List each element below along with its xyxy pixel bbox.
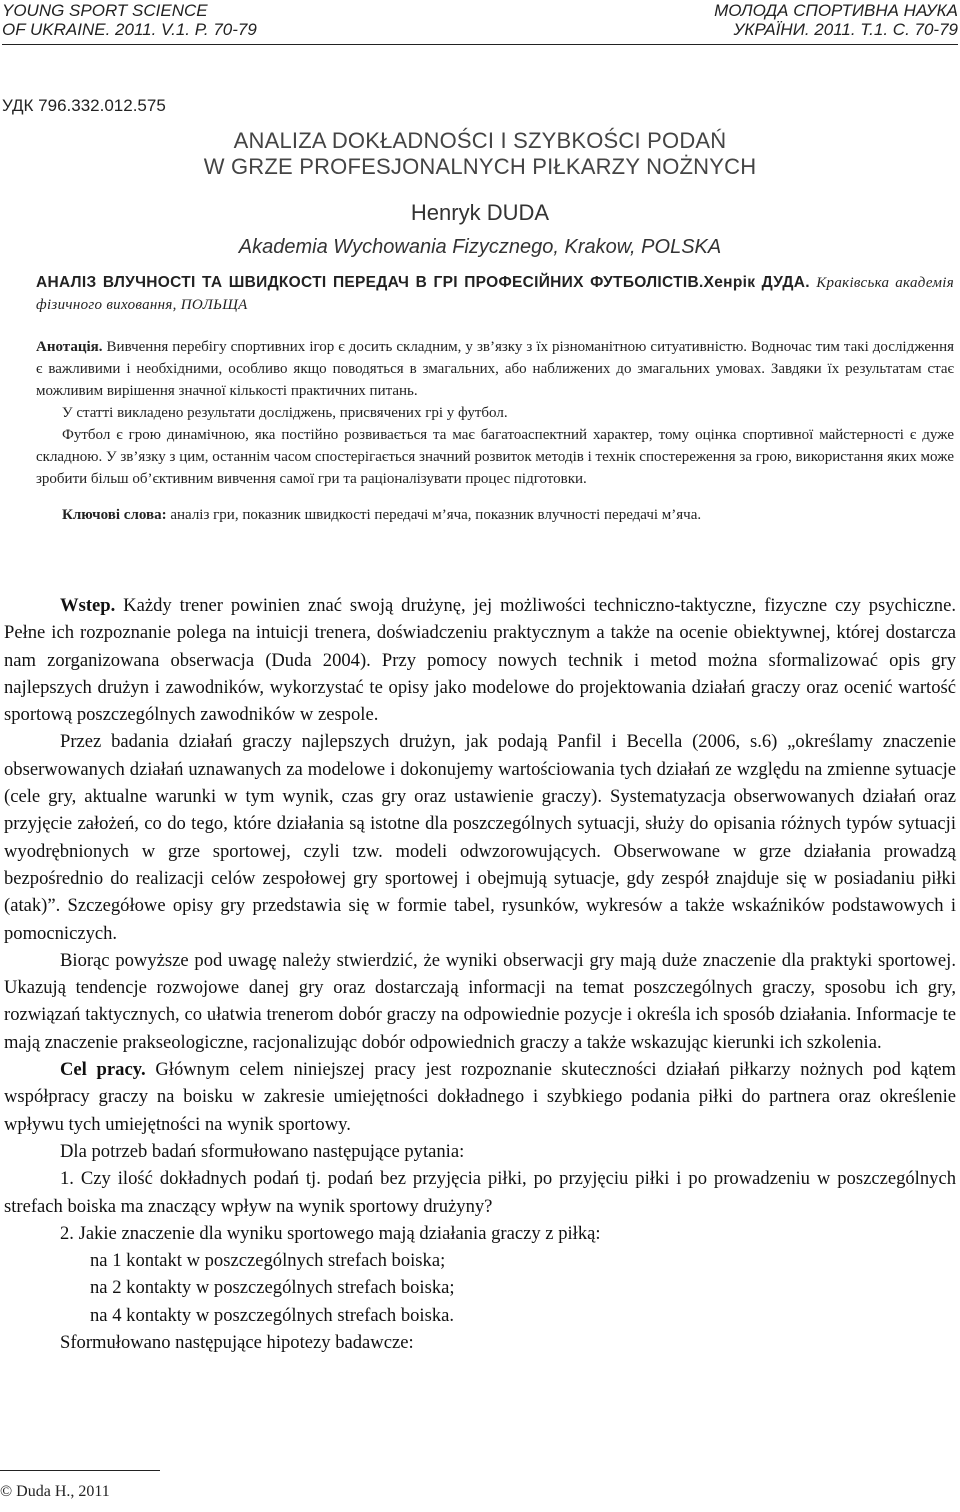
ua-paragraph-3: Футбол є грою динамічною, яка постійно розвивається та має багатоаспектний характер, тому оцінка спортивної майстерності є дуже складною. У зв’язку з цим, останнім часом спостерігається значний розвиток методів і технік спостереження за грою, використання яких може зробити більш об’єктивним вивчення самої гри та раціоналізувати процес підготовки.: [36, 427, 954, 487]
aim-paragraph: [4, 1056, 956, 1138]
main-text: [4, 592, 956, 1356]
ua-abstract-label: Анотація.: [36, 339, 103, 355]
institution: Akademia Wychowania Fizycznego, Krakow, POLSKA: [238, 236, 722, 258]
ua-keywords-text: аналіз гри, показник швидкості передачі м’яча, показник влучності передачі м’яча.: [170, 507, 702, 523]
title-line-2: W GRZE PROFESJONALNYCH PIŁKARZY NOŻNYCH: [203, 154, 757, 179]
ua-affiliation: Краківська академія фізичного виховання, ПОЛЬЩА: [36, 275, 955, 313]
intro-paragraph: [4, 592, 956, 728]
header-left: [2, 1, 257, 39]
aim-text: Głównym celem niniejszej pracy jest rozpoznanie skuteczności działań piłkarzy nożnych pod kątem współpracy graczy na boisku w zakresie umiejętności dokładnego i szybkiego podania piłki do partnera oraz określenie wpływu tych umiejętności na wynik sportowy.: [4, 1059, 957, 1135]
questions-intro: Dla potrzeb badań sformułowano następujące pytania:: [60, 1140, 465, 1162]
intro-label: Wstep.: [60, 595, 116, 616]
header-right-line-2: УКРАЇНИ. 2011. Т.1. С. 70-79: [733, 20, 958, 39]
question-2-item-2: na 2 kontakty w poszczególnych strefach boiska;: [90, 1277, 455, 1299]
body-paragraph-3: Biorąc powyższe pod uwagę należy stwierdzić, że wyniki obserwacji gry mają duże znaczenie dla praktyki sportowej. Ukazują tendencje rozwojowe danej gry oraz dostarczają informacji na temat poszczególnych graczy, sposobu ich gry, rozwiązań taktycznych, co ułatwia trenerom dobór graczy na odpowiednie pozycje i określa ich sposób działania. Informacje te mają znaczenie prakseologiczne, racjonalizując dobór odpowiednich graczy a także wskazując kierunki ich szkolenia.: [4, 949, 956, 1053]
ua-title-line: [36, 272, 954, 316]
question-1: 1. Czy ilość dokładnych podań tj. podań bez przyjęcia piłki, po przyjęciu piłki i po prowadzeniu w poszczególnych strefach boiska ma znaczący wpływ na wynik sportowy drużyny?: [4, 1168, 956, 1217]
question-2-item-3: na 4 kontakty w poszczególnych strefach boiska.: [90, 1304, 455, 1326]
title-line-1: ANALIZA DOKŁADNOŚCI I SZYBKOŚCI PODAŃ: [233, 128, 727, 153]
header-right-line-1: МОЛОДА СПОРТИВНА НАУКА: [714, 1, 958, 20]
copyright-footnote: © Duda H., 2011: [0, 1470, 160, 1501]
header-right: [714, 1, 958, 39]
ua-title: АНАЛІЗ ВЛУЧНОСТІ ТА ШВИДКОСТІ ПЕРЕДАЧ В ГРІ ПРОФЕСІЙНИХ ФУТБОЛІСТІВ.: [36, 274, 704, 291]
article-title: [0, 128, 960, 180]
question-2: 2. Jakie znaczenie dla wyniku sportowego mają działania graczy z piłką:: [60, 1222, 601, 1244]
ua-abstract: [36, 336, 954, 402]
hypotheses-intro: Sformułowano następujące hipotezy badawcze:: [60, 1332, 414, 1354]
udk-code: УДК 796.332.012.575: [2, 96, 166, 115]
question-2-item-1: na 1 kontakt w poszczególnych strefach boiska;: [90, 1250, 446, 1272]
ua-keywords: [36, 504, 954, 526]
header-left-line-1: YOUNG SPORT SCIENCE: [2, 1, 208, 20]
body-paragraph-2: Przez badania działań graczy najlepszych drużyn, jak podają Panfil i Becella (2006, s.6) „określamy znaczenie obserwowanych działań uznawanych za modelowe i dokonujemy wartościowania tych działań ze względu na zmienne sytuacje (cele gry, aktualne warunki w tym wynik, czas gry oraz ustawienie graczy). Systematyzacja obserwowanych działań oraz przyjęcie założeń, co do tego, które działania są istotne dla poszczególnych sytuacji, służy do opisania różnych typów sytuacji wyodrębnionych w grze sportowej, czyli tzw. modeli odwzorowujących. Obserwowane w grze działania prowadzą bezpośrednio do realizacji celów zespołowej gry sportowej i obejmują sytuacje, gdy zespół znajduje się w posiadaniu piłki (atak)”. Szczegółowe opisy gry przedstawia się w formie tabel, rysunków, wykresów a także wskaźników podstawowych i pomocniczych.: [4, 731, 956, 944]
aim-label: Cel pracy.: [60, 1059, 146, 1081]
running-header: [2, 0, 958, 45]
ukrainian-summary: [36, 272, 954, 526]
ua-keywords-label: Ключові слова:: [62, 507, 167, 523]
author-name: Henryk DUDA: [410, 200, 550, 225]
header-left-line-2: OF UKRAINE. 2011. V.1. P. 70-79: [2, 20, 257, 39]
intro-text: Każdy trener powinien znać swoją drużynę, jej możliwości techniczno-taktyczne, fizyczne czy psychiczne. Pełne ich rozpoznanie polega na intuicji trenera, doświadczeniu praktycznym a także na ocenie obiektywnej, której dostarcza nam zorganizowana obserwacja (Duda 2004). Przy pomocy nowych technik i metod można sformalizować opis gry najlepszych drużyn i zawodników, wykorzystać te opisy jako modelowe do projektowania działań graczy oraz ocenić wartość sportową poszczególnych zawodników w zespole.: [4, 595, 957, 726]
ua-abstract-text: Вивчення перебігу спортивних ігор є досить складним, у зв’язку з їх різноманітною ситуативністю. Водночас тим такі дослідження є важливими і необхідними, особливо якщо поводяться в змагальних, або наближених до змагальних умовах. Завдяки їх результатам стає можливим вирішення значної кількості практичних питань.: [36, 339, 955, 399]
ua-paragraph-2: У статті викладено результати досліджень, присвячених грі у футбол.: [62, 405, 508, 421]
ua-author: Хенрік ДУДА.: [703, 274, 810, 291]
